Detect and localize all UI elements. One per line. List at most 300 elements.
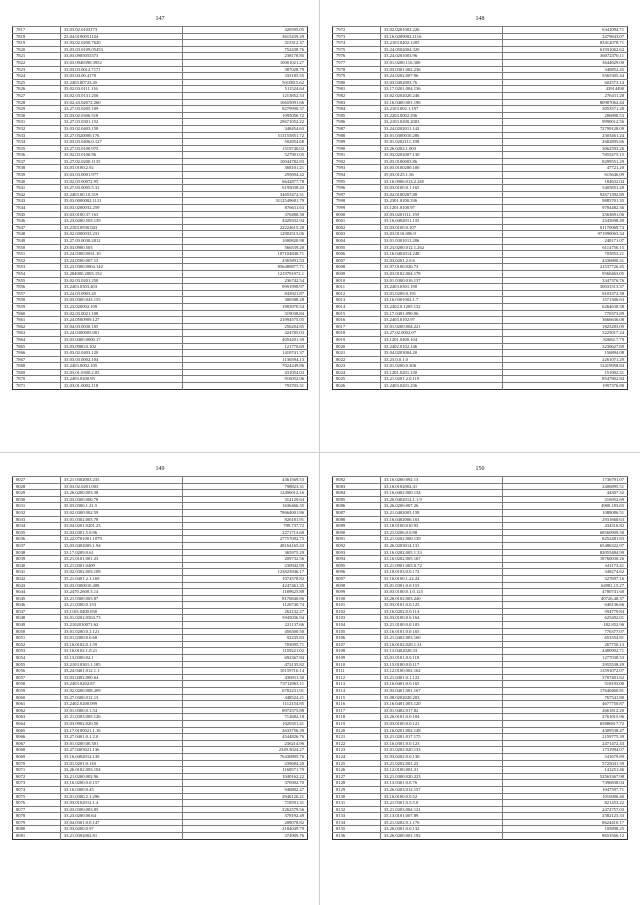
table-row	[13, 343, 308, 350]
table-row	[333, 231, 628, 238]
table-row	[13, 369, 308, 376]
account-code-cell: 33.03.0940390.3952	[60, 59, 182, 66]
account-code-cell: 33.01.0202.0504.73	[60, 615, 182, 622]
amount-cell: 92671392.89	[503, 191, 628, 198]
table-row	[333, 503, 628, 510]
table-row	[13, 277, 308, 284]
row-index-cell: 8114	[333, 688, 381, 695]
account-code-cell: 33.26.0102.003.240	[380, 595, 502, 602]
amount-cell: 752438.76	[183, 46, 308, 53]
amount-cell: 315312.37	[183, 40, 308, 47]
row-index-cell: 8130	[333, 793, 381, 800]
table-row	[13, 793, 308, 800]
row-index-cell: 8134	[333, 819, 381, 826]
row-index-cell: 8077	[13, 806, 61, 813]
account-code-cell: 33.03.0202007.130	[380, 152, 502, 159]
account-code-cell: 33.24.0202.007.96	[380, 73, 502, 80]
amount-cell: 151902.31	[503, 369, 628, 376]
amount-cell: 1074578.82	[183, 575, 308, 582]
account-code-cell: 33.27.02.0002.07	[380, 330, 502, 337]
amount-cell: 1047597.71	[503, 786, 628, 793]
account-code-cell: 33.03.0402005.1.94	[60, 542, 182, 549]
table-row	[333, 780, 628, 787]
account-code-cell: 33.02.0100207.88	[380, 191, 502, 198]
table-row	[333, 330, 628, 337]
account-code-cell: 33.21.0402.003.160	[380, 635, 502, 642]
account-code-cell: 33.16.0402011.135	[380, 218, 502, 225]
row-index-cell: 8016	[333, 317, 381, 324]
account-code-cell: 33.01.0200.0.306	[380, 363, 502, 370]
row-index-cell: 7858	[13, 297, 61, 304]
account-code-cell: 33.04.0301.0.0.147	[60, 819, 182, 826]
row-index-cell: 8014	[333, 303, 381, 310]
table-row	[333, 562, 628, 569]
page-number: 150	[475, 466, 485, 472]
row-index-cell: 8120	[333, 727, 381, 734]
account-code-cell: 33.26.0203014.131	[380, 542, 502, 549]
table-row	[333, 694, 628, 701]
row-index-cell: 7827	[13, 92, 61, 99]
row-index-cell: 7819	[13, 40, 61, 47]
account-code-cell: 33.21.0201.017.175	[380, 734, 502, 741]
row-index-cell: 8136	[333, 833, 381, 840]
amount-cell: 80987062.44	[503, 99, 628, 106]
table-row	[333, 290, 628, 297]
amount-cell: 7396838.04	[503, 780, 628, 787]
table-row	[333, 800, 628, 807]
account-code-cell: 33.01.0200.004.221	[380, 323, 502, 330]
amount-cell: 431054.03	[183, 369, 308, 376]
account-code-cell: 33.02.0201002.226	[380, 27, 502, 34]
row-index-cell: 8038	[13, 549, 61, 556]
account-code-cell: 33.26.0101.0.0.104	[380, 714, 502, 721]
amount-cell: 4480902.71	[503, 648, 628, 655]
row-index-cell: 7987	[333, 125, 381, 132]
table-row	[13, 628, 308, 635]
amount-cell: 1213852.53	[183, 92, 308, 99]
account-code-cell: 33.02.43.02072.260	[60, 99, 182, 106]
account-code-cell: 33.23.0200.503.139	[60, 218, 182, 225]
account-code-cell: 33.03.0300.003.85	[60, 806, 182, 813]
row-index-cell: 8110	[333, 661, 381, 668]
amount-cell: 236214.96	[183, 740, 308, 747]
row-index-cell: 8017	[333, 323, 381, 330]
row-index-cell: 8109	[333, 655, 381, 662]
row-index-cell: 7820	[13, 46, 61, 53]
table-row	[13, 191, 308, 198]
table-row	[333, 303, 628, 310]
row-index-cell: 8056	[13, 668, 61, 675]
table-row	[13, 813, 308, 820]
account-code-cell: 33.2403.0002.105	[60, 363, 182, 370]
amount-cell: 2931660.63	[503, 516, 628, 523]
amount-cell: 3479843.07	[503, 33, 628, 40]
table-row	[13, 383, 308, 390]
amount-cell: 68560909.30	[503, 529, 628, 536]
account-code-cell: 33.23.0300.0004.142	[60, 264, 182, 271]
account-code-cell: 33.2403.00723.45	[60, 79, 182, 86]
amount-cell: 22224615.28	[183, 224, 308, 231]
table-row	[333, 310, 628, 317]
account-code-cell: 33.16.0300.0.45	[60, 786, 182, 793]
account-code-cell: 33.16.0200.0.0.157	[60, 780, 182, 787]
row-index-cell: 8072	[13, 773, 61, 780]
table-row	[13, 562, 308, 569]
amount-cell: 1000820.98	[183, 238, 308, 245]
account-code-cell: 33.26.0202.1.003	[380, 145, 502, 152]
account-code-cell: 33.2103.0402.1205	[380, 40, 502, 47]
row-index-cell: 7821	[13, 53, 61, 60]
amount-cell: 6114756.15	[503, 244, 628, 251]
row-index-cell: 8037	[13, 542, 61, 549]
amount-cell: 184632.04	[503, 178, 628, 185]
account-code-cell: 33.16.0102.020.1.31	[380, 641, 502, 648]
account-code-cell: 33.04.0201.0201.23	[60, 523, 182, 530]
row-index-cell: 8039	[13, 556, 61, 563]
row-index-cell: 8133	[333, 813, 381, 820]
table-row	[333, 668, 628, 675]
table-row	[13, 786, 308, 793]
row-index-cell: 7984	[333, 106, 381, 113]
amount-cell: 3347376.76	[503, 277, 628, 284]
row-index-cell: 7853	[13, 264, 61, 271]
account-code-cell: 33.02.03.00072.95	[60, 178, 182, 185]
account-code-cell: 33.01.0101.0.0.118	[380, 655, 502, 662]
table-row	[333, 753, 628, 760]
row-index-cell: 8005	[333, 244, 381, 251]
table-row	[333, 786, 628, 793]
row-index-cell: 8028	[13, 483, 61, 490]
account-code-cell: 33.03.0100.0.1.0.125	[380, 589, 502, 596]
account-code-cell: 33.26.0203.012.157	[380, 786, 502, 793]
row-index-cell: 7860	[13, 310, 61, 317]
row-index-cell: 8117	[333, 707, 381, 714]
account-code-cell: 33.204000.2003.152	[60, 270, 182, 277]
table-row	[13, 635, 308, 642]
row-index-cell: 7972	[333, 27, 381, 34]
row-index-cell: 8105	[333, 628, 381, 635]
table-row	[13, 264, 308, 271]
account-code-cell: 33.03.0100.0.0.121	[380, 720, 502, 727]
amount-cell: 876611.63	[183, 205, 308, 212]
table-row	[13, 290, 308, 297]
amount-cell: 61931062.62	[503, 46, 628, 53]
account-code-cell: 33.16.0209002.1116	[380, 33, 502, 40]
row-index-cell: 7828	[13, 99, 61, 106]
table-row	[333, 615, 628, 622]
account-code-cell: 33.21.0401.0.1.122	[380, 674, 502, 681]
account-code-cell: 33.03.0902.020.50	[60, 720, 182, 727]
amount-cell: 348454.63	[183, 125, 308, 132]
amount-cell: 333185.55	[183, 73, 308, 80]
amount-cell: 527901.05	[183, 152, 308, 159]
row-index-cell: 8125	[333, 760, 381, 767]
row-index-cell: 7818	[13, 33, 61, 40]
amount-cell: 9885701.35	[503, 198, 628, 205]
account-code-cell: 33.03.02.0201.003	[60, 483, 182, 490]
amount-cell: 1731994.07	[503, 747, 628, 754]
amount-cell: 348274.62	[503, 569, 628, 576]
account-code-cell: 33.03.0100.2.92	[60, 165, 182, 172]
account-code-cell: 33.27.03.0005.5.31	[60, 185, 182, 192]
account-code-cell: 33.23.020002.109	[60, 303, 182, 310]
account-code-cell: 33.03.0402003.76	[380, 79, 502, 86]
table-row	[13, 53, 308, 60]
row-index-cell: 8054	[13, 655, 61, 662]
amount-cell: 971990063.34	[503, 231, 628, 238]
account-code-cell: 35.01.0202111.198	[380, 139, 502, 146]
table-row	[333, 813, 628, 820]
amount-cell: 3062593.26	[503, 145, 628, 152]
row-index-cell: 8041	[13, 569, 61, 576]
table-row	[13, 363, 308, 370]
table-row	[333, 516, 628, 523]
amount-cell: 4365891.53	[183, 257, 308, 264]
row-index-cell: 8132	[333, 806, 381, 813]
account-code-cell: 33.03.0100200.100	[380, 165, 502, 172]
row-index-cell: 7836	[13, 152, 61, 159]
amount-cell: 3666636.08	[503, 317, 628, 324]
account-code-cell: 33.02.0200.008.209	[60, 688, 182, 695]
amount-cell: 1410741.37	[183, 350, 308, 357]
amount-cell: 718591.31	[183, 800, 308, 807]
account-code-cell: 33.03.03.0109.05453	[60, 46, 182, 53]
account-code-cell: 33.16.0202.005.167	[380, 556, 502, 563]
account-code-cell: 33.21.0206.0.0.98	[380, 529, 502, 536]
row-index-cell: 8018	[333, 330, 381, 337]
amount-cell: 8972575.88	[183, 707, 308, 714]
account-code-cell: 33.24.0202011.142	[380, 125, 502, 132]
table-row	[13, 251, 308, 258]
amount-cell: 368101.21	[183, 165, 308, 172]
amount-cell: 52563367.98	[503, 773, 628, 780]
table-row	[13, 284, 308, 291]
account-code-cell: 33.18.0103.0.0.172	[380, 569, 502, 576]
table-row	[13, 615, 308, 622]
table-row	[13, 542, 308, 549]
table-row	[13, 198, 308, 205]
account-code-cell: 33.03.02.0306.518	[60, 112, 182, 119]
account-code-cell: 33.03.0102012.1.4	[60, 800, 182, 807]
account-code-cell: 33.16.0402012.139	[60, 753, 182, 760]
row-index-cell: 8067	[13, 740, 61, 747]
account-code-cell: 33.2103.0301.1.185	[60, 661, 182, 668]
amount-cell: 1020351.41	[183, 720, 308, 727]
row-index-cell: 8107	[333, 641, 381, 648]
table-row	[333, 582, 628, 589]
table-row	[333, 284, 628, 291]
row-index-cell: 8111	[333, 668, 381, 675]
table-row	[13, 73, 308, 80]
table-row	[13, 582, 308, 589]
row-index-cell: 7843	[13, 198, 61, 205]
account-code-cell: 33.17.0209.0.61	[60, 549, 182, 556]
amount-cell: 4900.183.65	[503, 503, 628, 510]
table-row	[333, 270, 628, 277]
row-index-cell: 7998	[333, 198, 381, 205]
row-index-cell: 7988	[333, 132, 381, 139]
row-index-cell: 8118	[333, 714, 381, 721]
amount-cell: 9784482.36	[503, 205, 628, 212]
amount-cell: 4054201.39	[183, 336, 308, 343]
row-index-cell: 8011	[333, 284, 381, 291]
ledger-table	[12, 26, 308, 390]
account-code-cell: 35.21.0202.0.1.176	[380, 819, 502, 826]
row-index-cell: 7838	[13, 165, 61, 172]
table-row	[333, 549, 628, 556]
table-row	[333, 806, 628, 813]
row-index-cell: 8021	[333, 350, 381, 357]
account-code-cell: 33.21.0201.2.0.119	[380, 376, 502, 383]
account-code-cell: 33.2403.00.10.319	[60, 191, 182, 198]
account-code-cell: 33.21.0300.0.133	[60, 602, 182, 609]
amount-cell: 426595.05	[183, 27, 308, 34]
table-row	[333, 701, 628, 708]
row-index-cell: 8088	[333, 516, 381, 523]
account-code-cell: 33.18.0100.010.93	[380, 523, 502, 530]
amount-cell: 230942.99	[183, 562, 308, 569]
account-code-cell: 33.03.0200.0.97	[60, 826, 182, 833]
amount-cell: 1983970.54	[183, 303, 308, 310]
table-row	[333, 575, 628, 582]
amount-cell: 566539.20	[183, 244, 308, 251]
row-index-cell: 8103	[333, 615, 381, 622]
table-row	[13, 740, 308, 747]
table-row	[13, 688, 308, 695]
row-index-cell: 8124	[333, 753, 381, 760]
amount-cell: 615646.09	[503, 172, 628, 179]
row-index-cell: 7834	[13, 139, 61, 146]
table-row	[13, 589, 308, 596]
amount-cell: 2159775.39	[503, 734, 628, 741]
amount-cell: 78664001.86	[183, 509, 308, 516]
row-index-cell: 8062	[13, 707, 61, 714]
amount-cell: 424785.03	[183, 330, 308, 337]
account-code-cell: 33.2403.0202.87	[60, 681, 182, 688]
table-row	[13, 40, 308, 47]
amount-cell: 5725041.39	[503, 760, 628, 767]
table-row	[13, 125, 308, 132]
amount-cell: 436911.30	[183, 674, 308, 681]
table-row	[333, 251, 628, 258]
table-row	[13, 516, 308, 523]
account-code-cell: 33.03.0101.0.0.125	[380, 602, 502, 609]
account-code-cell: 23.03.0900.503	[60, 244, 182, 251]
table-row	[333, 238, 628, 245]
row-index-cell: 8065	[13, 727, 61, 734]
amount-cell: 770373.89	[503, 310, 628, 317]
row-index-cell: 7845	[13, 211, 61, 218]
row-index-cell: 8020	[333, 343, 381, 350]
amount-cell: 1736791.07	[503, 477, 628, 484]
table-row	[333, 569, 628, 576]
amount-cell: 306588.28	[183, 297, 308, 304]
row-index-cell: 7839	[13, 172, 61, 179]
row-index-cell: 8079	[13, 819, 61, 826]
table-row	[13, 734, 308, 741]
amount-cell: 239684.20	[183, 760, 308, 767]
amount-cell: 5225017.24	[503, 330, 628, 337]
table-row	[13, 701, 308, 708]
row-index-cell: 8090	[333, 529, 381, 536]
table-row	[13, 556, 308, 563]
row-index-cell: 7975	[333, 46, 381, 53]
account-code-cell: 33.24.0300.0031.10	[60, 251, 182, 258]
account-code-cell: 33.27.03.0301.152	[60, 119, 182, 126]
account-code-cell: 33.03.02.0403.158	[60, 125, 182, 132]
table-row	[333, 529, 628, 536]
amount-cell: 374909.76	[183, 833, 308, 840]
account-code-cell: 33.16.0202.0.0.114	[380, 608, 502, 615]
row-index-cell: 8129	[333, 786, 381, 793]
amount-cell: 107104846.71	[183, 251, 308, 258]
table-row	[13, 145, 308, 152]
row-index-cell: 8033	[13, 516, 61, 523]
table-row	[13, 668, 308, 675]
table-row	[13, 185, 308, 192]
row-index-cell: 8116	[333, 701, 381, 708]
table-row	[13, 720, 308, 727]
row-index-cell: 8046	[13, 602, 61, 609]
amount-cell: 18760030.26	[503, 556, 628, 563]
table-row	[13, 826, 308, 833]
page-number: 148	[475, 16, 485, 22]
table-row	[333, 674, 628, 681]
amount-cell: 1112154.85	[183, 701, 308, 708]
amount-cell: 376902.70	[183, 780, 308, 787]
row-index-cell: 8002	[333, 224, 381, 231]
table-row	[333, 99, 628, 106]
row-index-cell: 8007	[333, 257, 381, 264]
table-row	[13, 59, 308, 66]
row-index-cell: 7999	[333, 205, 381, 212]
table-row	[13, 503, 308, 510]
amount-cell: 2271713.68	[183, 529, 308, 536]
row-index-cell: 8080	[13, 826, 61, 833]
row-index-cell: 8061	[13, 701, 61, 708]
row-index-cell: 8071	[13, 767, 61, 774]
row-index-cell: 8076	[13, 800, 61, 807]
table-row	[333, 198, 628, 205]
table-row	[333, 496, 628, 503]
amount-cell: 378192.49	[183, 813, 308, 820]
amount-cell: 9103372.38	[503, 290, 628, 297]
table-row	[333, 602, 628, 609]
account-code-cell: 33.2204.0002.296	[380, 112, 502, 119]
table-row	[13, 238, 308, 245]
amount-cell: 2946126.21	[183, 793, 308, 800]
account-code-cell: 33.03.03.0012.7171	[60, 66, 182, 73]
account-code-cell: 33.22.0701001.1079	[60, 536, 182, 543]
account-code-cell: 33.16.0202.005.1.33	[380, 549, 502, 556]
account-code-cell: 33.27.03.0205.109	[60, 106, 182, 113]
amount-cell: 73712963.11	[183, 681, 308, 688]
amount-cell: 267750.13	[503, 641, 628, 648]
row-index-cell: 8126	[333, 767, 381, 774]
table-row	[13, 152, 308, 159]
amount-cell: 705853.21	[503, 251, 628, 258]
account-code-cell: 33.01.0300.0.0.68	[60, 635, 182, 642]
amount-cell: 65486322.97	[503, 542, 628, 549]
amount-cell: 36072370.11	[503, 53, 628, 60]
row-index-cell: 8135	[333, 826, 381, 833]
amount-cell: 262132.27	[183, 608, 308, 615]
table-row	[333, 211, 628, 218]
amount-cell: 256204.85	[183, 323, 308, 330]
table-row	[333, 622, 628, 629]
account-code-cell: 33.01.0200.116.300	[380, 59, 502, 66]
row-index-cell: 7846	[13, 218, 61, 225]
